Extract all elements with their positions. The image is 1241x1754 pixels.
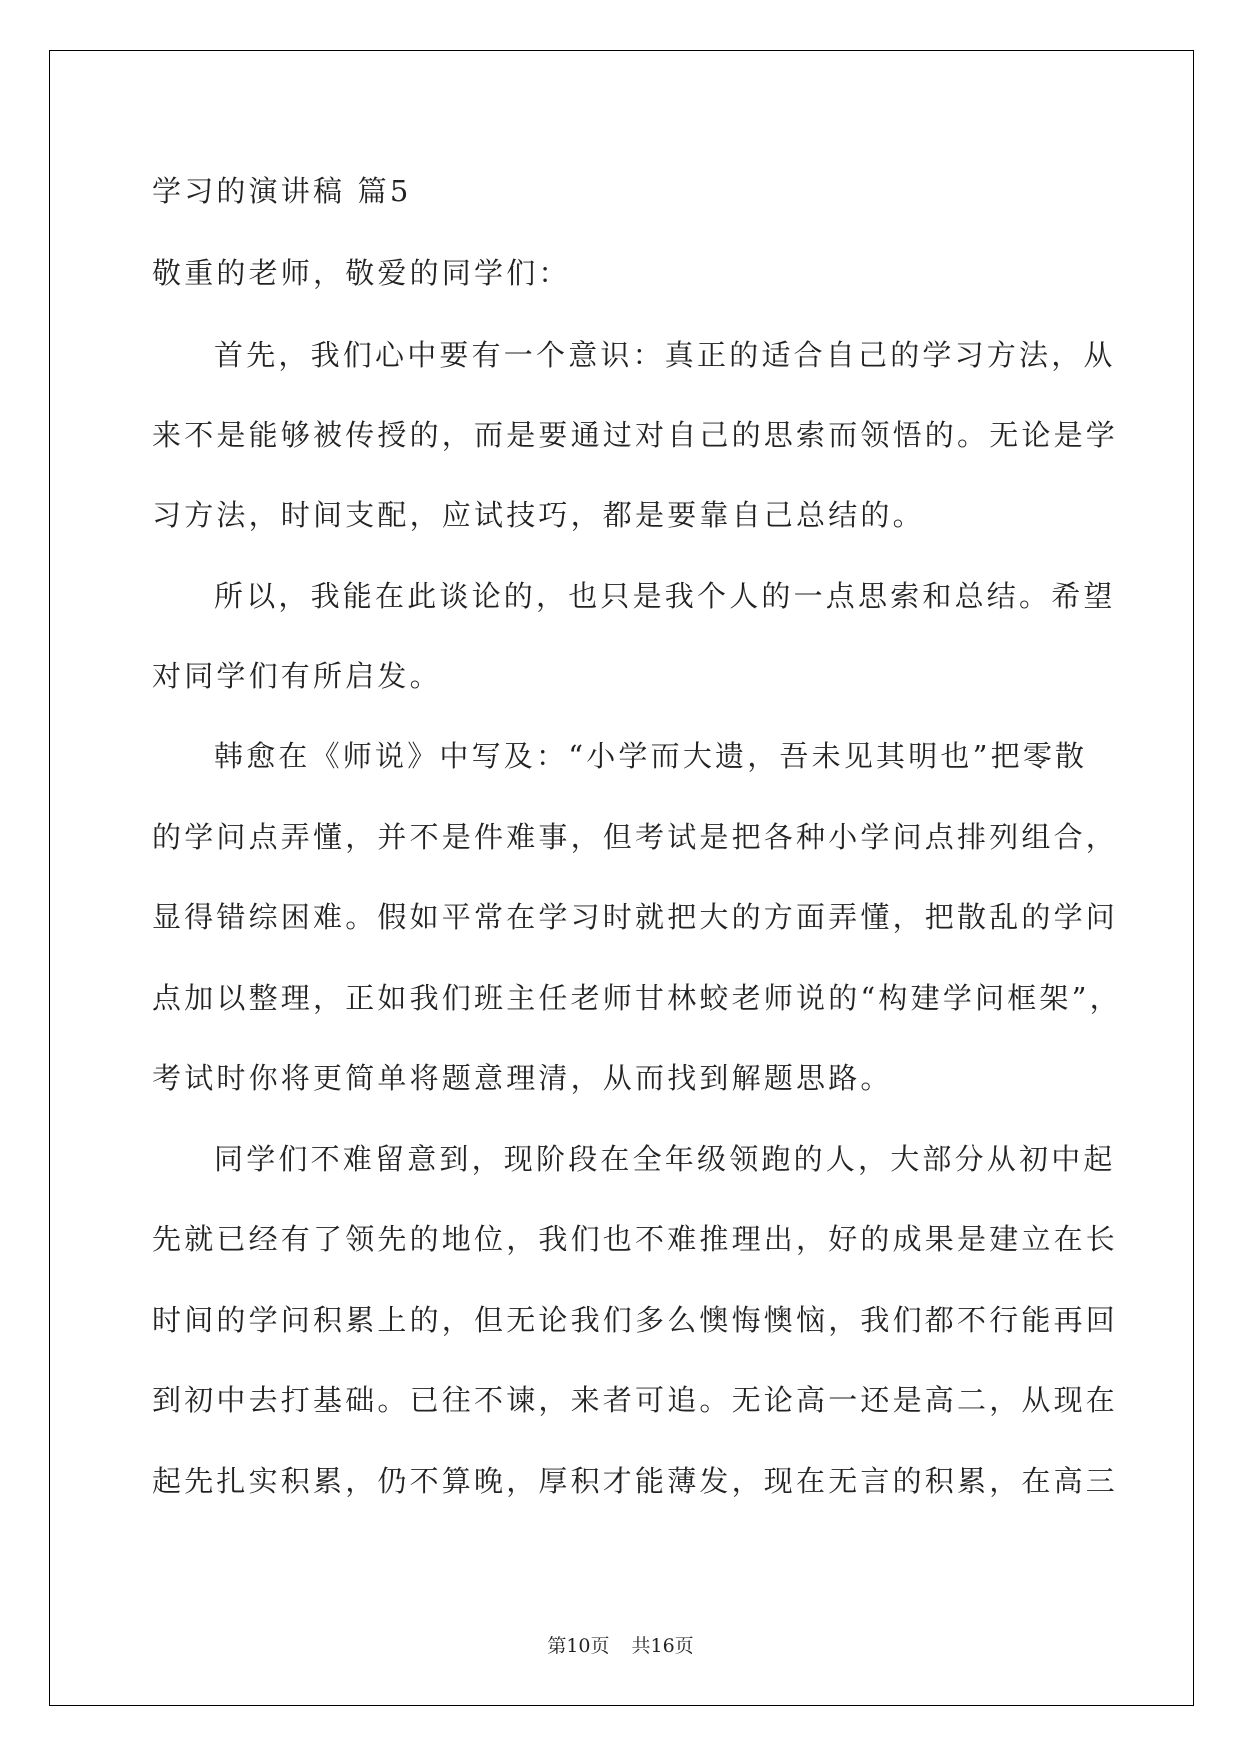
paragraph-line: 显得错综困难。假如平常在学习时就把大的方面弄懂，把散乱的学问 xyxy=(152,900,1119,934)
paragraph-line: 同学们不难留意到，现阶段在全年级领跑的人，大部分从初中起 xyxy=(214,1142,1116,1176)
paragraph-line: 习方法，时间支配，应试技巧，都是要靠自己总结的。 xyxy=(152,498,925,532)
salutation: 敬重的老师，敬爱的同学们： xyxy=(152,256,571,290)
paragraph-line: 考试时你将更简单将题意理清，从而找到解题思路。 xyxy=(152,1061,893,1095)
paragraph-line: 时间的学问积累上的，但无论我们多么懊悔懊恼，我们都不行能再回 xyxy=(152,1303,1119,1337)
paragraph-line: 的学问点弄懂，并不是件难事，但考试是把各种小学问点排列组合， xyxy=(152,820,1119,854)
paragraph-line: 对同学们有所启发。 xyxy=(152,659,442,693)
paragraph-line: 所以，我能在此谈论的，也只是我个人的一点思索和总结。希望 xyxy=(214,579,1116,613)
paragraph-line: 起先扎实积累，仍不算晚，厚积才能薄发，现在无言的积累，在高三 xyxy=(152,1464,1119,1498)
page-number: 第10页 xyxy=(547,1635,610,1657)
page-footer xyxy=(0,1631,1241,1658)
page-total: 共16页 xyxy=(631,1635,694,1657)
paragraph-line: 先就已经有了领先的地位，我们也不难推理出，好的成果是建立在长 xyxy=(152,1222,1119,1256)
paragraph-line: 首先，我们心中要有一个意识：真正的适合自己的学习方法，从 xyxy=(214,338,1116,372)
paragraph-line: 韩愈在《师说》中写及：“小学而大遗，吾未见其明也”把零散 xyxy=(214,739,1088,773)
page-border xyxy=(49,50,1194,1706)
paragraph-line: 到初中去打基础。已往不谏，来者可追。无论高一还是高二，从现在 xyxy=(152,1383,1119,1417)
paragraph-line: 点加以整理，正如我们班主任老师甘林蛟老师说的“构建学问框架”， xyxy=(152,981,1122,1015)
paragraph-line: 来不是能够被传授的，而是要通过对自己的思索而领悟的。无论是学 xyxy=(152,418,1119,452)
document-title: 学习的演讲稿 篇5 xyxy=(152,174,412,208)
